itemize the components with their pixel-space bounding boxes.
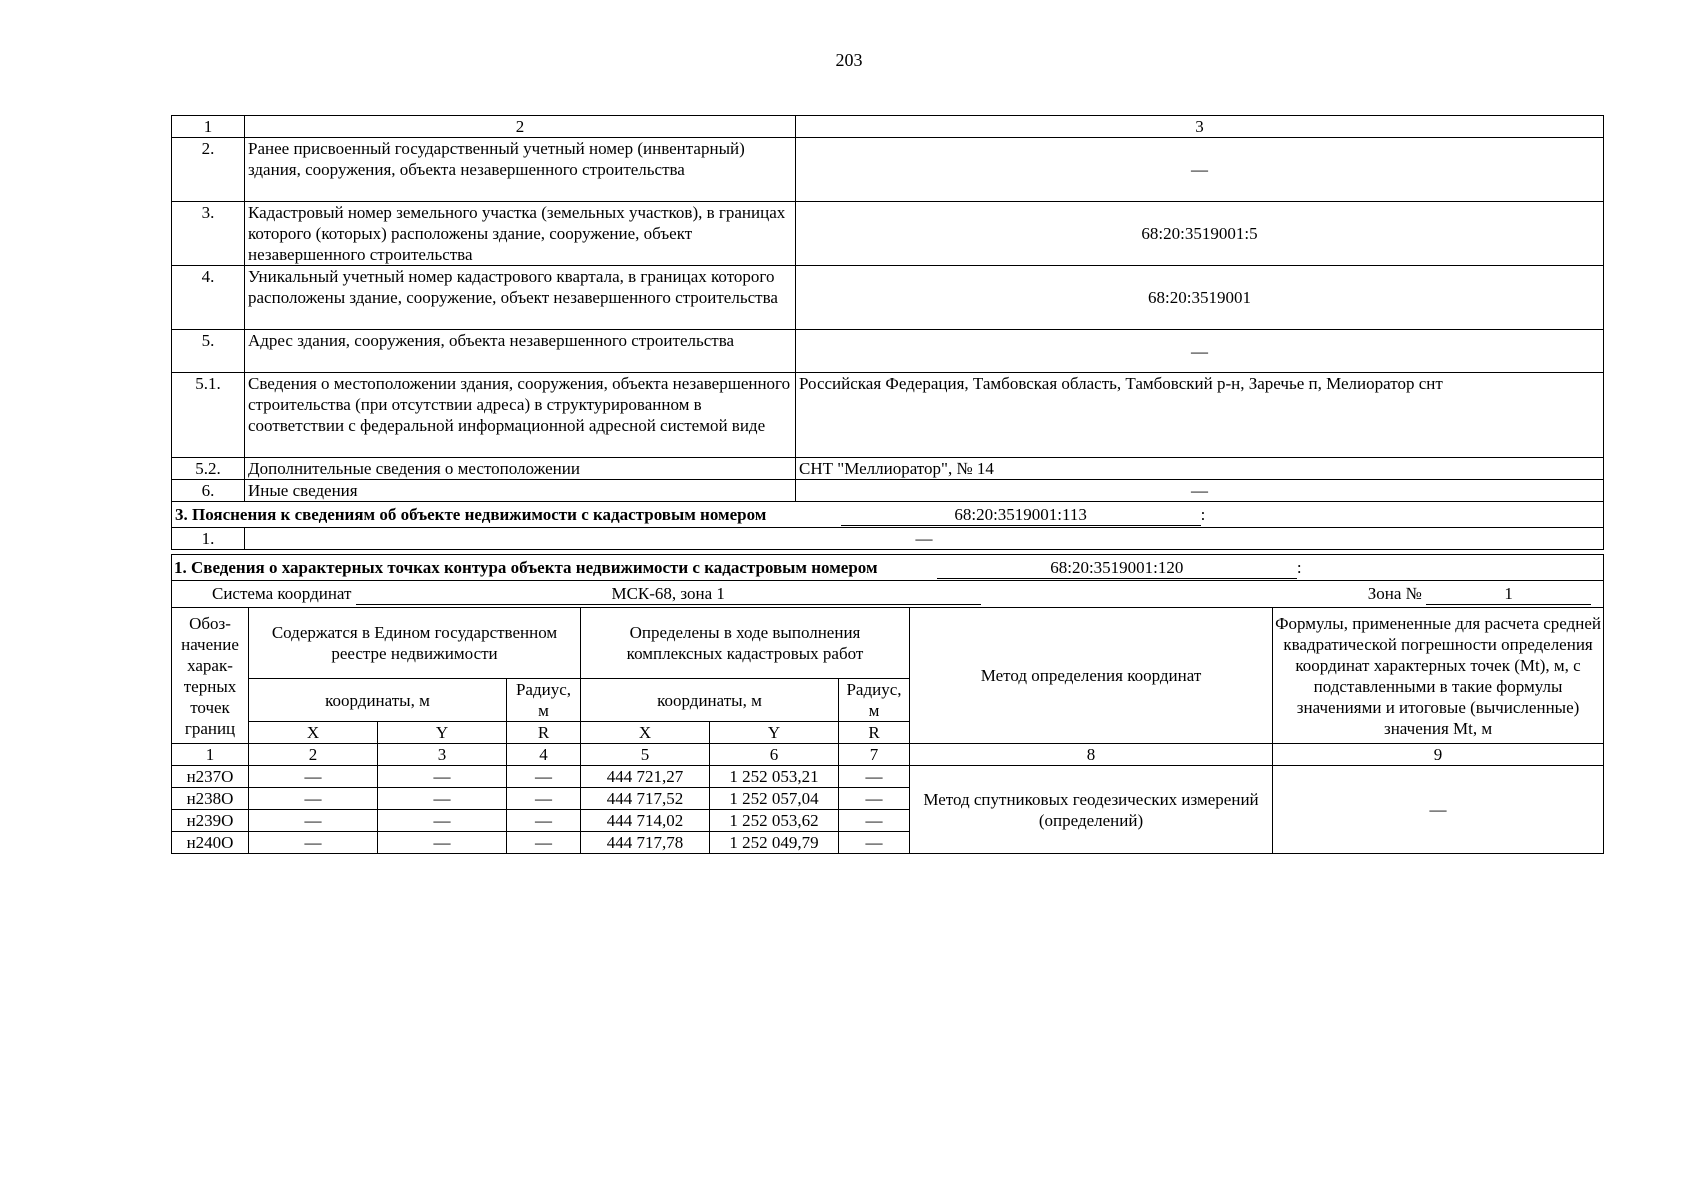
r-egrn: — [507,788,581,810]
row-label: Уникальный учетный номер кадастрового квартала, в границах которого расположены здание, сооружение, объект незавершенного строительства [245,266,796,330]
row-number: 6. [172,480,245,502]
contour-points-table [171,554,1604,854]
col-number: 7 [839,744,910,766]
table-row [172,373,1604,458]
r-header: R [507,722,581,744]
radius-header: Радиус, м [839,679,910,722]
r-egrn: — [507,766,581,788]
header-row-1 [172,608,1604,679]
y-value: 1 252 053,21 [710,766,839,788]
method-header: Метод определения координат [910,608,1273,744]
y-header: Y [710,722,839,744]
r-value: — [839,766,910,788]
table-row [172,480,1604,502]
method-value: Метод спутниковых геодезических измерений (определений) [910,766,1273,854]
coord-system-value: МСК-68, зона 1 [356,583,981,605]
point-id: н237О [172,766,249,788]
x-egrn: — [249,810,378,832]
column-number-row [172,116,1604,138]
r-header: R [839,722,910,744]
col-number: 1 [172,744,249,766]
row-label: Иные сведения [245,480,796,502]
section-1-cad-number: 68:20:3519001:120 [937,557,1297,579]
row-value: 68:20:3519001:5 [796,202,1604,266]
section-3-colon: : [1200,504,1206,524]
coord-system-label: Система координат [212,584,352,603]
row-value: СНТ "Меллиоратор", № 14 [796,458,1604,480]
y-egrn: — [378,766,507,788]
table-row [172,202,1604,266]
section-3-header [172,502,1604,528]
row-number: 5.2. [172,458,245,480]
coord-system-row [172,581,1604,608]
object-info-table [171,115,1604,550]
x-egrn: — [249,788,378,810]
col-number: 4 [507,744,581,766]
row-value: — [796,138,1604,202]
coords-header: координаты, м [249,679,507,722]
x-egrn: — [249,832,378,854]
row-value: — [796,480,1604,502]
table-row [172,330,1604,373]
col-number: 2 [245,116,796,138]
row-number: 4. [172,266,245,330]
table-row [172,766,1604,788]
col-number: 1 [172,116,245,138]
row-value: — [796,330,1604,373]
col-number: 9 [1273,744,1604,766]
x-value: 444 721,27 [581,766,710,788]
table-row [172,266,1604,330]
x-header: X [249,722,378,744]
row-number: 1. [172,528,245,550]
y-header: Y [378,722,507,744]
x-value: 444 714,02 [581,810,710,832]
col-number: 6 [710,744,839,766]
formulas-header: Формулы, примененные для расчета средней квадратической погрешности определения координат характерных точек (Mt), м, с подставленными в такие формулы значениями и итоговые (вычисленные) значения Mt, м [1273,608,1604,744]
row-number: 5. [172,330,245,373]
zone-label: Зона № [1367,584,1422,603]
row-number: 2. [172,138,245,202]
page-number: 203 [835,50,863,70]
y-egrn: — [378,832,507,854]
row-label: Сведения о местоположении здания, сооружения, объекта незавершенного строительства (при отсутствии адреса) в структурированном в соответствии с федеральной информационной адресной системой виде [245,373,796,458]
table-row [172,138,1604,202]
point-id: н238О [172,788,249,810]
row-label: Ранее присвоенный государственный учетный номер (инвентарный) здания, сооружения, объекта незавершенного строительства [245,138,796,202]
row-label: Адрес здания, сооружения, объекта незавершенного строительства [245,330,796,373]
formulas-value: — [1273,766,1604,854]
row-value: 68:20:3519001 [796,266,1604,330]
section-1-header [172,555,1604,581]
r-egrn: — [507,832,581,854]
egrn-header: Содержатся в Едином государственном реестре недвижимости [249,608,581,679]
x-header: X [581,722,710,744]
y-egrn: — [378,788,507,810]
col-number: 3 [378,744,507,766]
col-number: 8 [910,744,1273,766]
row-value: — [245,528,1604,550]
column-number-row [172,744,1604,766]
r-egrn: — [507,810,581,832]
section-1-colon: : [1296,557,1302,577]
designation-header: Обоз-начение харак-терных точек границ [172,608,249,744]
zone-value: 1 [1426,583,1591,605]
section-1-title: 1. Сведения о характерных точках контура объекта недвижимости с кадастровым номером [174,557,878,577]
row-value: Российская Федерация, Тамбовская область, Тамбовский р-н, Заречье п, Мелиоратор снт [796,373,1604,458]
r-value: — [839,832,910,854]
table-row [172,528,1604,550]
table-row [172,458,1604,480]
row-number: 3. [172,202,245,266]
row-label: Дополнительные сведения о местоположении [245,458,796,480]
section-3-title: 3. Пояснения к сведениям об объекте недвижимости с кадастровым номером [175,504,767,524]
coords-header: координаты, м [581,679,839,722]
y-egrn: — [378,810,507,832]
r-value: — [839,788,910,810]
col-number: 5 [581,744,710,766]
col-number: 2 [249,744,378,766]
x-value: 444 717,52 [581,788,710,810]
y-value: 1 252 053,62 [710,810,839,832]
col-number: 3 [796,116,1604,138]
x-egrn: — [249,766,378,788]
y-value: 1 252 057,04 [710,788,839,810]
kkr-header: Определены в ходе выполнения комплексных кадастровых работ [581,608,910,679]
row-number: 5.1. [172,373,245,458]
point-id: н240О [172,832,249,854]
document-sheet [171,115,1603,854]
row-label: Кадастровый номер земельного участка (земельных участков), в границах которого (которых) расположены здание, сооружение, объект незавершенного строительства [245,202,796,266]
radius-header: Радиус, м [507,679,581,722]
r-value: — [839,810,910,832]
section-3-cad-number: 68:20:3519001:113 [841,504,1201,526]
x-value: 444 717,78 [581,832,710,854]
y-value: 1 252 049,79 [710,832,839,854]
point-id: н239О [172,810,249,832]
